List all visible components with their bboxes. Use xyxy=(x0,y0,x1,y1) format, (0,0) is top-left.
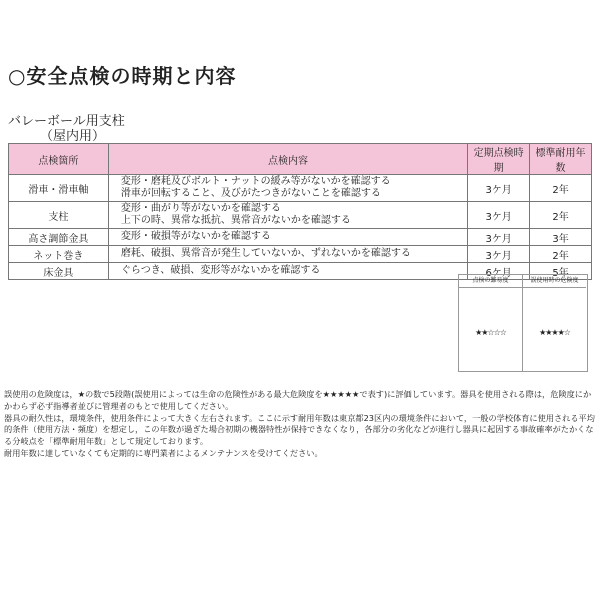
row-part: ネット巻き xyxy=(9,246,109,263)
row-period: 3ケ月 xyxy=(468,202,530,229)
row-content xyxy=(108,175,467,202)
content-line: 変形・破損等がないかを確認する xyxy=(120,231,271,242)
row-content xyxy=(108,246,467,263)
row-years: 3年 xyxy=(530,229,592,246)
notes-section xyxy=(4,389,596,460)
note-paragraph: 器具の耐久性は，環境条件，使用条件によって大きく左右されます。ここに示す耐用年数は東京都23区内の環境条件において，一般の学校体育に使用される平均的条件（使用方法・頻度）を想定し，この年数が過ぎた場合初期の機器特性が保持できなくなり，各部分の劣化などが進行し器具に起因する事故確率がたかくなる分岐点を「標準耐用年数」として規定しております。 xyxy=(4,412,595,447)
content-line: 変形・磨耗及びボルト・ナットの緩み等がないかを確認する xyxy=(120,176,391,187)
content-line: 変形・曲がり等がないかを確認する xyxy=(120,203,281,214)
inspection-table xyxy=(8,143,592,280)
difficulty-stars: ★★☆☆☆ xyxy=(475,328,506,337)
note-paragraph: 耐用年数に達していなくても定期的に専門業者によるメンテナンスを受けてください。 xyxy=(4,447,323,458)
table-header-row xyxy=(9,144,592,175)
header-part: 点検箇所 xyxy=(9,144,109,175)
row-years: 2年 xyxy=(530,175,592,202)
row-content xyxy=(108,229,467,246)
row-years: 5年 xyxy=(530,263,592,280)
difficulty-column xyxy=(459,275,523,371)
page-title: ○安全点検の時期と内容 xyxy=(8,64,237,88)
content-line: ぐらつき、破損、変形等がないかを確認する xyxy=(120,265,321,276)
row-period: 6ケ月 xyxy=(468,263,530,280)
row-period: 3ケ月 xyxy=(468,229,530,246)
row-content xyxy=(108,202,467,229)
row-period: 3ケ月 xyxy=(468,246,530,263)
row-part: 滑車・滑車軸 xyxy=(9,175,109,202)
content-line: 磨耗、破損、異常音が発生していないか、ずれないかを確認する xyxy=(120,248,411,259)
product-note: （屋内用） xyxy=(40,129,106,144)
danger-stars: ★★★★☆ xyxy=(539,328,570,337)
rating-box xyxy=(458,274,588,372)
row-period: 3ケ月 xyxy=(468,175,530,202)
note-paragraph: 誤使用の危険度は，★の数で5段階(誤使用によっては生命の危険性がある最大危険度を★★★★★で表す)に評価しています。器具を使用される際は，危険度にかかわらず必ず指導者並びに管理者のもとで使用してください。 xyxy=(4,389,592,411)
table-row xyxy=(9,229,592,246)
row-years: 2年 xyxy=(530,202,592,229)
row-part: 支柱 xyxy=(9,202,109,229)
danger-label: 誤使用時の危険度 xyxy=(523,275,586,288)
difficulty-label: 点検の難易度 xyxy=(459,275,522,288)
row-part: 高さ調節金具 xyxy=(9,229,109,246)
danger-column xyxy=(523,275,586,371)
content-line: 上下の時、異常な抵抗、異常音がないかを確認する xyxy=(120,215,351,226)
header-years: 標準耐用年数 xyxy=(530,144,592,175)
header-period: 定期点検時期 xyxy=(468,144,530,175)
row-part: 床金具 xyxy=(9,263,109,280)
header-content: 点検内容 xyxy=(108,144,467,175)
content-line: 滑車が回転すること、及びがたつきがないことを確認する xyxy=(120,188,381,199)
table-row xyxy=(9,175,592,202)
table-row xyxy=(9,246,592,263)
row-content xyxy=(108,263,467,280)
table-row xyxy=(9,202,592,229)
row-years: 2年 xyxy=(530,246,592,263)
product-name: バレーボール用支柱 xyxy=(8,114,125,129)
